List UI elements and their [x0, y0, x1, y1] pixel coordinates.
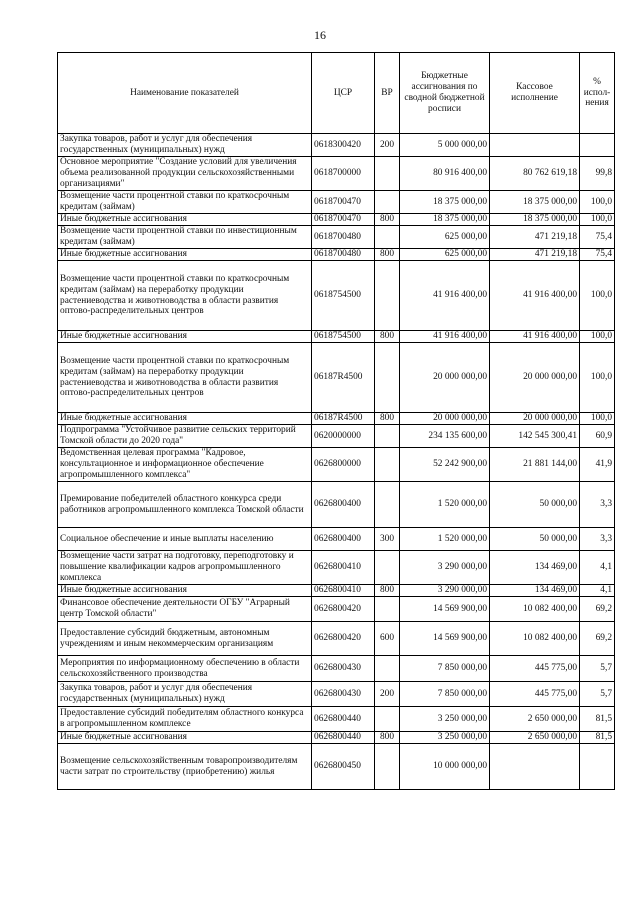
header-csr: ЦСР	[312, 53, 375, 134]
row-pct	[580, 744, 615, 790]
row-vr	[375, 226, 400, 249]
row-pct: 100,0	[580, 261, 615, 331]
header-budget: Бюджетные ассигнования по сводной бюджетной росписи	[400, 53, 490, 134]
row-name: Возмещение части процентной ставки по инвестиционным кредитам (займам)	[58, 226, 312, 249]
row-vr: 800	[375, 249, 400, 261]
row-cash: 41 916 400,00	[490, 261, 580, 331]
row-csr: 0618300420	[312, 134, 375, 157]
row-budget: 14 569 900,00	[400, 622, 490, 656]
row-vr: 200	[375, 682, 400, 707]
row-budget: 3 290 000,00	[400, 585, 490, 597]
row-cash	[490, 744, 580, 790]
row-csr: 0618700000	[312, 157, 375, 191]
row-name: Мероприятия по информационному обеспечению в области сельскохозяйственного производства	[58, 656, 312, 682]
row-pct: 60,9	[580, 425, 615, 448]
table-row	[58, 551, 615, 585]
row-pct: 5,7	[580, 682, 615, 707]
row-name: Социальное обеспечение и иные выплаты населению	[58, 528, 312, 551]
row-pct: 99,8	[580, 157, 615, 191]
row-cash: 20 000 000,00	[490, 413, 580, 425]
row-csr: 0626800400	[312, 482, 375, 528]
row-cash	[490, 134, 580, 157]
row-budget: 3 250 000,00	[400, 732, 490, 744]
row-cash: 20 000 000,00	[490, 343, 580, 413]
table-row	[58, 528, 615, 551]
row-cash: 445 775,00	[490, 656, 580, 682]
table-row	[58, 585, 615, 597]
row-cash: 10 082 400,00	[490, 622, 580, 656]
row-name: Финансовое обеспечение деятельности ОГБУ "Аграрный центр Томской области"	[58, 597, 312, 622]
row-budget: 7 850 000,00	[400, 682, 490, 707]
row-name: Возмещение части процентной ставки по краткосрочным кредитам (займам) на переработку продукции растениеводства и животноводства в области развития оптово-распределительных центров	[58, 261, 312, 331]
row-budget: 41 916 400,00	[400, 331, 490, 343]
row-vr: 800	[375, 732, 400, 744]
row-pct: 100,0	[580, 343, 615, 413]
row-vr: 800	[375, 413, 400, 425]
row-budget: 1 520 000,00	[400, 528, 490, 551]
row-csr: 0626800420	[312, 597, 375, 622]
row-budget: 5 000 000,00	[400, 134, 490, 157]
table-row	[58, 425, 615, 448]
header-cash: Кассовое исполнение	[490, 53, 580, 134]
row-pct: 81,5	[580, 707, 615, 732]
table-row	[58, 226, 615, 249]
row-name: Ведомственная целевая программа "Кадровое, консультационное и информационное обеспечение агропромышленного комплекса"	[58, 448, 312, 482]
row-name: Закупка товаров, работ и услуг для обеспечения государственных (муниципальных) нужд	[58, 682, 312, 707]
row-pct: 4,1	[580, 585, 615, 597]
row-name: Возмещение части процентной ставки по краткосрочным кредитам (займам) на переработку продукции растениеводства и животноводства в области развития оптово-распределительных центров	[58, 343, 312, 413]
row-pct: 69,2	[580, 597, 615, 622]
row-vr: 300	[375, 528, 400, 551]
row-csr: 0618754500	[312, 261, 375, 331]
row-pct: 5,7	[580, 656, 615, 682]
table-row	[58, 214, 615, 226]
row-pct: 100,0	[580, 331, 615, 343]
row-name: Иные бюджетные ассигнования	[58, 249, 312, 261]
row-cash: 142 545 300,41	[490, 425, 580, 448]
row-csr: 0626800440	[312, 707, 375, 732]
row-name: Иные бюджетные ассигнования	[58, 331, 312, 343]
row-cash: 18 375 000,00	[490, 214, 580, 226]
row-cash: 10 082 400,00	[490, 597, 580, 622]
row-vr	[375, 191, 400, 214]
row-cash: 21 881 144,00	[490, 448, 580, 482]
row-csr: 0618700480	[312, 226, 375, 249]
row-pct: 3,3	[580, 528, 615, 551]
row-budget: 10 000 000,00	[400, 744, 490, 790]
row-vr	[375, 157, 400, 191]
row-vr: 800	[375, 585, 400, 597]
row-csr: 0618700480	[312, 249, 375, 261]
budget-execution-table	[57, 52, 615, 790]
row-csr: 0626800430	[312, 656, 375, 682]
row-csr: 0618754500	[312, 331, 375, 343]
row-budget: 20 000 000,00	[400, 413, 490, 425]
row-cash: 445 775,00	[490, 682, 580, 707]
table-row	[58, 682, 615, 707]
row-budget: 20 000 000,00	[400, 343, 490, 413]
row-pct: 75,4	[580, 226, 615, 249]
row-name: Иные бюджетные ассигнования	[58, 214, 312, 226]
row-pct: 81,5	[580, 732, 615, 744]
row-vr	[375, 656, 400, 682]
row-budget: 625 000,00	[400, 226, 490, 249]
row-budget: 80 916 400,00	[400, 157, 490, 191]
row-vr: 600	[375, 622, 400, 656]
table-row	[58, 622, 615, 656]
row-csr: 06187R4500	[312, 413, 375, 425]
row-cash: 471 219,18	[490, 249, 580, 261]
row-vr: 800	[375, 214, 400, 226]
row-csr: 06187R4500	[312, 343, 375, 413]
row-name: Премирование победителей областного конкурса среди работников агропромышленного комплекса Томской области	[58, 482, 312, 528]
row-name: Возмещение части процентной ставки по краткосрочным кредитам (займам)	[58, 191, 312, 214]
row-cash: 2 650 000,00	[490, 732, 580, 744]
row-cash: 134 469,00	[490, 585, 580, 597]
row-budget: 18 375 000,00	[400, 214, 490, 226]
table-row	[58, 331, 615, 343]
table-row	[58, 482, 615, 528]
table-row	[58, 597, 615, 622]
row-csr: 0626800410	[312, 585, 375, 597]
row-pct: 100,0	[580, 214, 615, 226]
table-row	[58, 343, 615, 413]
row-vr	[375, 597, 400, 622]
row-cash: 471 219,18	[490, 226, 580, 249]
row-name: Закупка товаров, работ и услуг для обеспечения государственных (муниципальных) нужд	[58, 134, 312, 157]
row-vr	[375, 425, 400, 448]
row-name: Иные бюджетные ассигнования	[58, 413, 312, 425]
row-pct: 100,0	[580, 413, 615, 425]
row-vr	[375, 482, 400, 528]
table-row	[58, 448, 615, 482]
row-budget: 18 375 000,00	[400, 191, 490, 214]
row-cash: 134 469,00	[490, 551, 580, 585]
table-row	[58, 413, 615, 425]
table-row	[58, 744, 615, 790]
row-cash: 50 000,00	[490, 482, 580, 528]
row-vr	[375, 744, 400, 790]
row-vr: 800	[375, 331, 400, 343]
row-pct: 75,4	[580, 249, 615, 261]
row-csr: 0618700470	[312, 191, 375, 214]
row-cash: 2 650 000,00	[490, 707, 580, 732]
row-pct	[580, 134, 615, 157]
row-vr	[375, 343, 400, 413]
row-name: Возмещение части затрат на подготовку, переподготовку и повышение квалификации кадров агропромышленного комплекса	[58, 551, 312, 585]
row-cash: 41 916 400,00	[490, 331, 580, 343]
row-budget: 52 242 900,00	[400, 448, 490, 482]
row-vr	[375, 261, 400, 331]
row-budget: 14 569 900,00	[400, 597, 490, 622]
table-row	[58, 249, 615, 261]
header-vr: ВР	[375, 53, 400, 134]
row-cash: 18 375 000,00	[490, 191, 580, 214]
row-csr: 0626800400	[312, 528, 375, 551]
row-vr	[375, 448, 400, 482]
row-vr	[375, 707, 400, 732]
row-csr: 0626800440	[312, 732, 375, 744]
row-budget: 234 135 600,00	[400, 425, 490, 448]
row-budget: 625 000,00	[400, 249, 490, 261]
row-name: Иные бюджетные ассигнования	[58, 732, 312, 744]
table-row	[58, 656, 615, 682]
row-csr: 0620000000	[312, 425, 375, 448]
page-number: 16	[314, 28, 326, 42]
row-vr: 200	[375, 134, 400, 157]
row-name: Подпрограмма "Устойчивое развитие сельских территорий Томской области до 2020 года"	[58, 425, 312, 448]
row-pct: 4,1	[580, 551, 615, 585]
row-name: Основное мероприятие "Создание условий для увеличения объема реализованной продукции сельскохозяйственными организациями"	[58, 157, 312, 191]
row-pct: 69,2	[580, 622, 615, 656]
header-name: Наименование показателей	[58, 53, 312, 134]
row-budget: 3 250 000,00	[400, 707, 490, 732]
table-row	[58, 707, 615, 732]
table-row	[58, 134, 615, 157]
row-budget: 41 916 400,00	[400, 261, 490, 331]
row-cash: 50 000,00	[490, 528, 580, 551]
header-pct: % испол-нения	[580, 53, 615, 134]
row-csr: 0626800420	[312, 622, 375, 656]
row-vr	[375, 551, 400, 585]
row-csr: 0626800430	[312, 682, 375, 707]
row-pct: 3,3	[580, 482, 615, 528]
row-csr: 0626800410	[312, 551, 375, 585]
row-csr: 0626800450	[312, 744, 375, 790]
table-header-row	[58, 53, 615, 134]
table-row	[58, 191, 615, 214]
row-name: Предоставление субсидий победителям областного конкурса в агропромышленном комплексе	[58, 707, 312, 732]
row-name: Иные бюджетные ассигнования	[58, 585, 312, 597]
table-row	[58, 732, 615, 744]
row-budget: 3 290 000,00	[400, 551, 490, 585]
row-cash: 80 762 619,18	[490, 157, 580, 191]
row-csr: 0626800000	[312, 448, 375, 482]
row-pct: 41,9	[580, 448, 615, 482]
row-name: Предоставление субсидий бюджетным, автономным учреждениям и иным некоммерческим организациям	[58, 622, 312, 656]
table-row	[58, 157, 615, 191]
row-name: Возмещение сельскохозяйственным товаропроизводителям части затрат по строительству (приобретению) жилья	[58, 744, 312, 790]
row-budget: 1 520 000,00	[400, 482, 490, 528]
table-row	[58, 261, 615, 331]
row-pct: 100,0	[580, 191, 615, 214]
row-csr: 0618700470	[312, 214, 375, 226]
row-budget: 7 850 000,00	[400, 656, 490, 682]
